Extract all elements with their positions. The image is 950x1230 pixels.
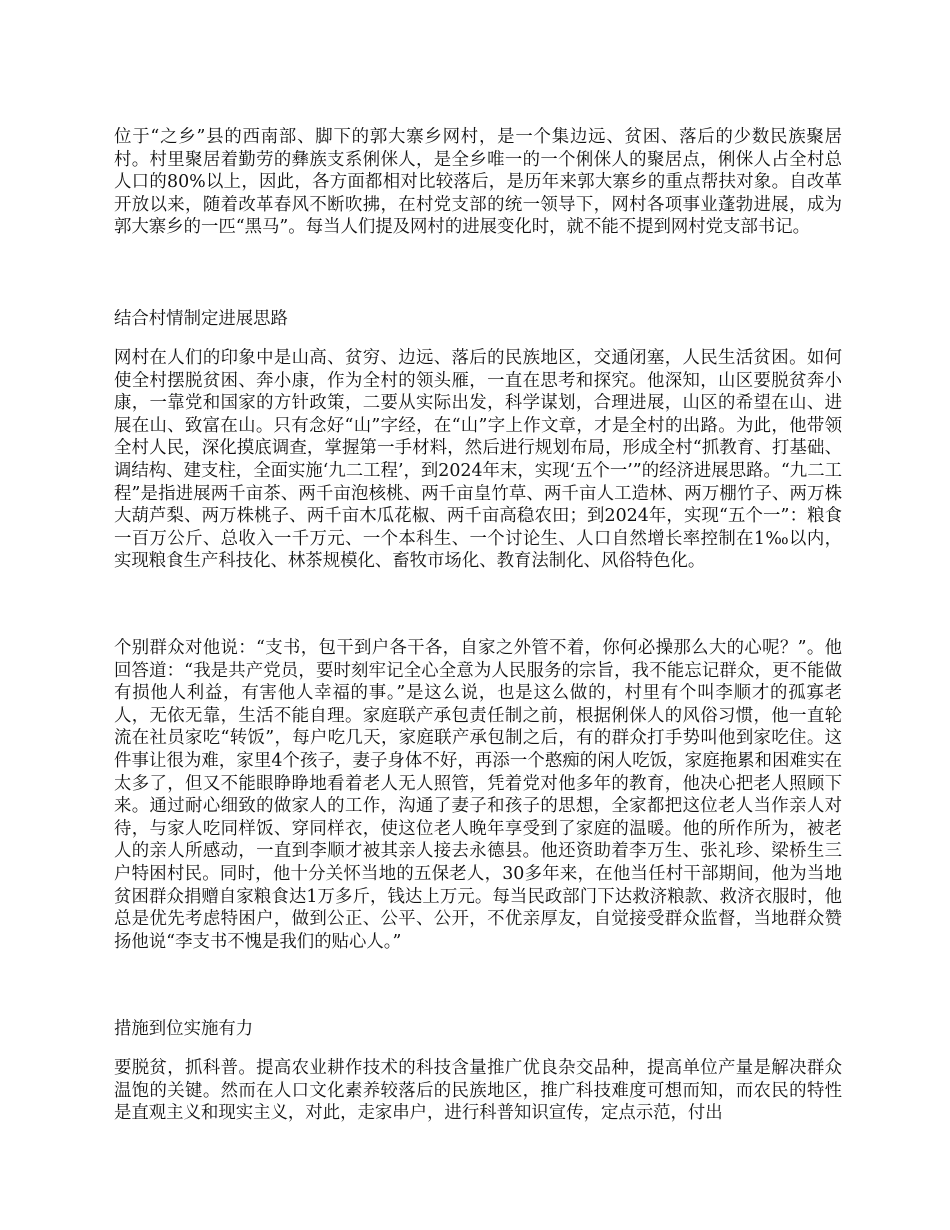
caring-for-villagers-paragraph: 个别群众对他说：“支书，包干到户各干各，自家之外管不着，你何必操那么大的心呢？”。他回答道：“我是共产党员，要时刻牢记全心全意为人民服务的宗旨，我不能忘记群众，更不能做有损他人利益，有害他人幸福的事。”是这么说，也是这么做的，村里有个叫李顺才的孤寡老人，无依无靠，生活不能自理。家庭联产承包责任制之前，根据俐侎人的风俗习惯，他一直轮流在社员家吃“转饭”，每户吃几天，家庭联产承包制之后，有的群众打手势叫他到家吃住。这件事让很为难，家里4个孩子，妻子身体不好，再添一个憨痴的闲人吃饭，家庭拖累和困难实在太多了，但又不能眼睁睁地看着老人无人照管，凭着党对他多年的教育，他决心把老人照顾下来。通过耐心细致的做家人的工作，沟通了妻子和孩子的思想，全家都把这位老人当作亲人对待，与家人吃同样饭、穿同样衣，使这位老人晚年享受到了家庭的温暖。他的所作所为，被老人的亲人所感动，一直到李顺才被其亲人接去永德县。他还资助着李万生、张礼珍、梁桥生三户特困村民。同时，他十分关怀当地的五保老人，30多年来，在他当任村干部期间，他为当地贫困群众捐赠自家粮食达1万多斤，钱达上万元。每当民政部门下达救济粮款、救济衣服时，他总是优先考虑特困户，做到公正、公平、公开，不优亲厚友，自觉接受群众监督，当地群众赞扬他说“李支书不愧是我们的贴心人。” (114, 638, 842, 952)
development-approach-paragraph: 网村在人们的印象中是山高、贫穷、边远、落后的民族地区，交通闭塞，人民生活贫困。如何使全村摆脱贫困、奔小康，作为全村的领头雁，一直在思考和探究。他深知，山区要脱贫奔小康，一靠党和国家的方针政策，二要从实际出发，科学谋划，合理进展，山区的希望在山、进展在山、致富在山。只有念好“山”字经，在“山”字上作文章，才是全村的出路。为此，他带领全村人民，深化摸底调查，掌握第一手材料，然后进行规划布局，形成全村“抓教育、打基础、调结构、建支柱，全面实施‘九二工程’，到2024年末，实现‘五个一’”的经济进展思路。“九二工程”是指进展两千亩茶、两千亩泡核桃、两千亩皇竹草、两千亩人工造林、两万棚竹子、两万株大葫芦梨、两万株桃子、两千亩木瓜花椒、两千亩高稳农田；到2024年，实现“五个一”：粮食一百万公斤、总收入一千万元、一个本科生、一个讨论生、人口自然增长率控制在1‰以内，实现粮食生产科技化、林茶规模化、畜牧市场化、教育法制化、风俗特色化。 (114, 348, 842, 572)
intro-paragraph: 位于“之乡”县的西南部、脚下的郭大寨乡网村，是一个集边远、贫困、落后的少数民族聚居村。村里聚居着勤劳的彝族支系俐侎人，是全乡唯一的一个俐侎人的聚居点，俐侎人占全村总人口的80%以上，因此，各方面都相对比较落后，是历年来郭大寨乡的重点帮扶对象。自改革开放以来，随着改革春风不断吹拂，在村党支部的统一领导下，网村各项事业蓬勃进展，成为郭大寨乡的一匹“黑马”。每当人们提及网村的进展变化时，就不能不提到网村党支部书记。 (114, 127, 842, 238)
section-heading-measures: 措施到位实施有力 (114, 1019, 254, 1039)
measures-paragraph: 要脱贫，抓科普。提高农业耕作技术的科技含量推广优良杂交品种，提高单位产量是解决群众温饱的关键。然而在人口文化素养较落后的民族地区，推广科技难度可想而知，而农民的特性是直观主义和现实主义，对此，走家串户，进行科普知识宣传，定点示范，付出 (114, 1058, 842, 1124)
section-heading-development-approach: 结合村情制定进展思路 (114, 309, 288, 329)
